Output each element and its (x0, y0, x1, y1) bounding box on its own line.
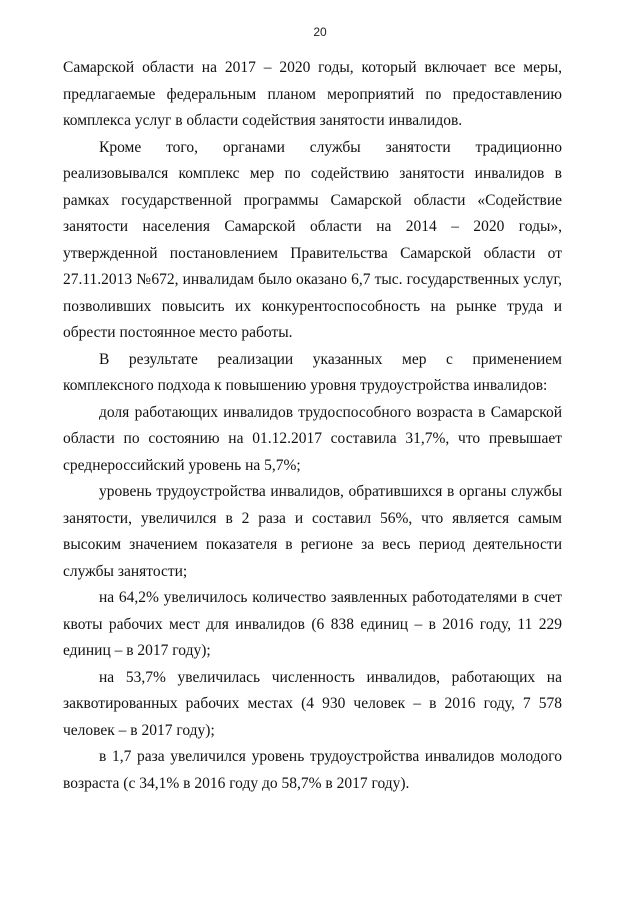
paragraph-continuation: Самарской области на 2017 – 2020 годы, который включает все меры, предлагаемые федеральным планом мероприятий по предоставлению комплекса услуг в области содействия занятости инвалидов. (63, 59, 562, 129)
list-item-employment-level: уровень трудоустройства инвалидов, обратившихся в органы службы занятости, увеличился в 2 раза и составил 56%, что является самым высоким значением показателя в регионе за весь период деятельности службы занятости; (63, 483, 562, 580)
document-body (63, 55, 562, 797)
list-item-employed-share: доля работающих инвалидов трудоспособного возраста в Самарской области по состоянию на 01.12.2017 составила 31,7%, что превышает среднероссийский уровень на 5,7%; (63, 403, 562, 474)
list-item-quota-places: на 64,2% увеличилось количество заявленных работодателями в счет квоты рабочих мест для инвалидов (6 838 единиц – в 2016 году, 11 229 единиц – в 2017 году); (63, 589, 562, 659)
paragraph-state-program: Кроме того, органами службы занятости традиционно реализовывался комплекс мер по содействию занятости инвалидов в рамках государственной программы Самарской области «Содействие занятости населения Самарской области на 2014 – 2020 годы», утвержденной постановлением Правительства Самарской области от 27.11.2013 №672, инвалидам было оказано 6,7 тыс. государственных услуг, позволивших повысить их конкурентоспособность на рынке труда и обрести постоянное место работы. (63, 138, 562, 341)
page-number: 20 (313, 25, 327, 39)
list-item-quota-workers: на 53,7% увеличилась численность инвалидов, работающих на заквотированных рабочих местах (4 930 человек – в 2016 году, 7 578 человек – в 2017 году); (63, 668, 562, 739)
paragraph-results-intro: В результате реализации указанных мер с применением комплексного подхода к повышению уровня трудоустройства инвалидов: (63, 350, 562, 394)
list-item-youth-employment: в 1,7 раза увеличился уровень трудоустройства инвалидов молодого возраста (с 34,1% в 2016 году до 58,7% в 2017 году). (63, 748, 562, 792)
